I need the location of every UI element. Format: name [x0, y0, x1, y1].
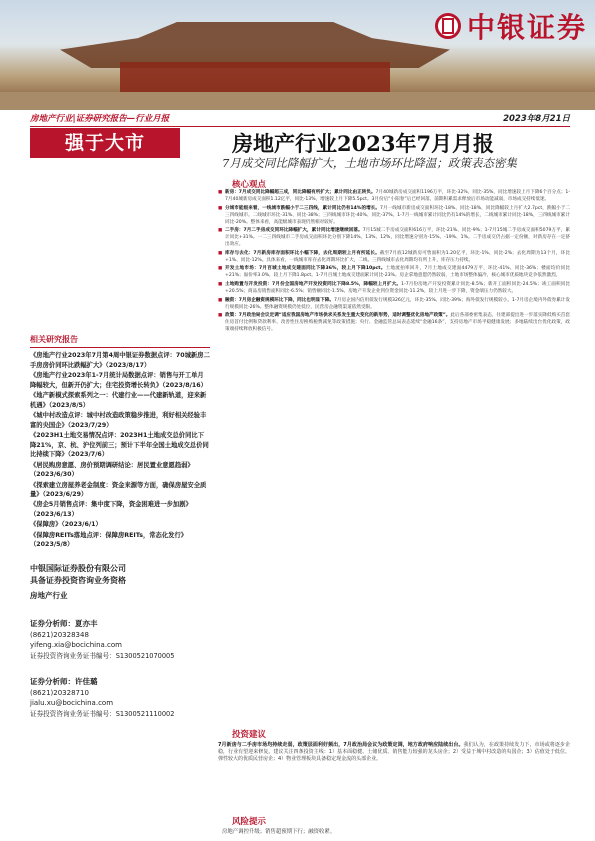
core-paragraph-body: 7月一线城市新房成交面积环比-18%、同比-18%，同比降幅较上月扩大2.7pct，跌幅小于二三四线城市。二线城市环比-31%、同比-38%；三四线城市环比-40%、同比-37%。1-7月一线城市累计同比仍有14%的增长，二线城市累计同比-18%，三四线城市累计同比-20%。整体来看，高能级城市表现仍然相对较好。	[225, 205, 571, 225]
category-bar	[30, 112, 570, 127]
core-paragraph	[218, 189, 570, 203]
report-category: 房地产行业|证券研究报告—行业月报	[30, 114, 170, 124]
related-report-link[interactable]: 《城中村改造点评：城中村改造政策稳步推进，利好相关经验丰富的央国企》（2023/7/29）	[30, 411, 207, 429]
analyst-email[interactable]: yifeng.xia@bocichina.com	[30, 641, 122, 650]
core-paragraph-lead: 新房：7月成交同比降幅超三成，同比降幅有所扩大；累计同比由正转负。	[225, 190, 376, 195]
core-paragraph-body: 此后各部委密集表态，住建部提出进一步落实降低购买首套住房首付比例和贷款利率、改善性住房换购税费减免等政策措施；央行、金融监管总局表态延续“金融16条”，支持房地产市场平稳健康发展；多地陆续出台优化政策，政策端持续释放积极信号。	[225, 313, 570, 333]
core-heading: 核心观点	[232, 180, 267, 190]
core-paragraph-body: 7月房企国内信用债发行规模326亿元，环比-35%、同比-39%；海外债发行规模较小。1-7月房企境内外债券累计发行规模同比-26%。整体融资规模仍处低位，民营房企融资渠道依然受限。	[225, 297, 570, 310]
core-paragraph-lead: 土地购置与开发投资：7月份全国房地产开发投资同比下降8.5%，降幅较上月扩大。	[225, 281, 402, 287]
core-paragraph-lead: 库存与去化：7月新房库存面积环比小幅下降，去化周期较上月有所延长。	[225, 250, 380, 256]
related-list	[30, 351, 210, 550]
related-report-link[interactable]: 《居民购房意愿、房价预期调研结论：居民置业意愿趋弱》（2023/6/30）	[30, 461, 194, 479]
left-column	[30, 334, 210, 719]
core-paragraph-body: 截至7月底12城新房可售面积为1.20亿平，环比-1%、同比-2%；去化周期为13个月，环比+1%、同比-12%。具体来看，一线城市库存去化周期环比扩大，二线、三四线城市去化周期均有所上升，库存压力持续。	[225, 250, 570, 263]
core-paragraph	[218, 281, 570, 295]
related-report-link[interactable]: 《房企5月销售点评：集中度下降，资金困难进一步加剧》（2023/6/13）	[30, 501, 192, 519]
bank-logo-icon	[435, 13, 461, 39]
core-paragraph	[218, 312, 570, 333]
firm-info	[30, 562, 210, 586]
report-date: 2023年8月21日	[503, 114, 570, 124]
core-paragraph-body: 1-7月份房地产开发投资累计同比-8.5%；新开工面积同比-24.5%；竣工面积同比+20.5%；商品房销售面积同比-6.5%；销售额同比-1.5%。房地产开发企业到位资金同比-11.2%，较上月进一步下降，资金端压力仍然较大。	[225, 281, 570, 294]
core-paragraph	[218, 265, 570, 279]
related-report-link[interactable]: 《房地产行业2023年7月第4周中银证券数据点评：70城新房二手房房价同环比跌幅扩大》（2023/8/17）	[30, 352, 210, 369]
core-paragraph	[218, 297, 570, 311]
related-report-link[interactable]: 《房地产行业2023年1-7月统计局数据点评：销售与开工单月降幅较大，但新开仍扩大；住宅投资增长转负》（2023/8/16）	[30, 371, 207, 389]
analyst-email[interactable]: jialu.xu@bocichina.com	[30, 699, 114, 708]
related-report-link[interactable]: 《保障房》（2023/6/1）	[30, 521, 102, 529]
related-report-link[interactable]: 《探索建立房屋养老金制度：资金来源等方面，确保房屋安全质量》（2023/6/29）	[30, 481, 207, 499]
core-paragraph-lead: 开发土地市场：7月百城土地成交建面同比下降36%，较上月下降10pct。	[225, 266, 386, 272]
risk-heading: 风险提示	[232, 817, 267, 827]
company-logo	[435, 6, 587, 46]
risk-text: 房地产调控升级；销售超预期下行；融资收紧。	[222, 829, 336, 835]
core-paragraph-lead: 政策：7月政治局会议定调“适应我国房地产市场供求关系发生重大变化的新形势，适时调整优化房地产政策”。	[225, 313, 451, 319]
analyst-phone: (8621)20328348	[30, 630, 89, 639]
palace-terrace-image	[0, 92, 595, 110]
firm-name: 中银国际证券股份有限公司	[30, 563, 126, 574]
invest-text	[218, 742, 570, 764]
core-viewpoints	[218, 189, 570, 335]
rating-badge: 强于大市	[30, 128, 180, 158]
related-report-link[interactable]: 《保障房REITs落地点评：保障房REITs，常态化发行》（2023/5/8）	[30, 531, 188, 549]
analyst-license: 证券投资咨询业务证书编号：S1300521110002	[30, 709, 175, 718]
related-heading: 相关研究报告	[30, 334, 210, 348]
invest-text-bold: 7月新房与二手房市场均持续走弱，政策层面利好频出，7月政治局会议为政策定调，地方政府响应陆续出台。	[218, 742, 464, 748]
core-paragraph-lead: 分城市能级来看，一线城市跌幅小于二三四线，累计同比仍有14%的增长。	[225, 205, 381, 211]
logo-text: 中银证券	[466, 11, 587, 44]
analyst-name: 证券分析师：夏亦丰	[30, 619, 98, 629]
invest-heading: 投资建议	[232, 730, 267, 740]
core-paragraph-lead: 二手房：7月二手房成交同环比降幅扩大，累计同比增速继续回落。	[225, 228, 363, 234]
related-report-link[interactable]: 《2023H1土地交易情况点评：2023H1土地成交总价同比下降21%，京、杭、沪位列前三；预计下半年全国土地成交总价同比持续下降》（2023/7/6）	[30, 431, 209, 459]
firm-qualification: 具备证券投资咨询业务资格	[30, 575, 126, 586]
analyst-phone: (8621)20328710	[30, 688, 89, 697]
core-paragraph-lead: 融资：7月房企融资规模环比下降，同比也明显下降。	[225, 297, 334, 303]
analyst-license: 证券投资咨询业务证书编号：S1300521070005	[30, 651, 175, 660]
header-banner	[0, 0, 595, 110]
invest-text-body: 我们认为，在政策持续发力下，市场或将逐步企稳，行业有望迎来修复。建议关注四条投资主线：1）基本面稳健、土储优质、销售能力较强的龙头房企；2）受益于城中村改造的央国企；3）估值处于低位、弹性较大的优质民营房企；4）物业管理板块具备稳定现金流的头部企业。	[218, 742, 570, 763]
analyst-1	[30, 619, 210, 719]
analyst-name: 证券分析师：许佳璐	[30, 677, 98, 687]
core-paragraph-body: 7月15城二手房成交面积616万平，环比-21%、同比-9%；1-7月15城二手房成交面积5079万平，累计同比+31%。一二三四线城市二手房成交面积环比分别下降14%、13%、12%，同比增速分别为-15%、-19%、1%。二手房成交仍占据一定份额，对新房存在一定挤出效应。	[225, 228, 570, 248]
sector-name: 房地产行业	[30, 591, 68, 601]
core-paragraph	[218, 250, 570, 264]
core-paragraph	[218, 227, 570, 248]
core-paragraph-body: 土地流拍率回升，7月土地成交建面4479万平，环比-41%、同比-36%；楼面均价同比+21%；溢价率3.0%，较上月下降1.8pct。1-7月百城土地成交建面累计同比-23%。房企拿地意愿仍然较弱，土地市场整体偏冷，核心城市优质地块竞争依然激烈。	[225, 266, 571, 279]
related-report-link[interactable]: 《地产新模式探索系列之一：代建行业——代建新轨道，迎来新机遇》（2023/8/5）	[30, 391, 207, 409]
core-paragraph-body: 7月40城新房成交面积1196万平，环比-32%，同比-35%，同比增速较上月下降6个百分点；1-7月40城新房成交面积1.12亿平，同比-13%，增速较上月下降5.5pct。3月份后“小阳春”后已经回落，前期积累需求释放后市场动能减弱，市场成交持续低迷。	[225, 190, 570, 202]
report-title: 房地产行业2023年7月月报	[232, 131, 495, 156]
core-paragraph	[218, 205, 570, 226]
report-subtitle: 7月成交同比降幅扩大，土地市场环比降温；政策表态密集	[222, 156, 517, 170]
